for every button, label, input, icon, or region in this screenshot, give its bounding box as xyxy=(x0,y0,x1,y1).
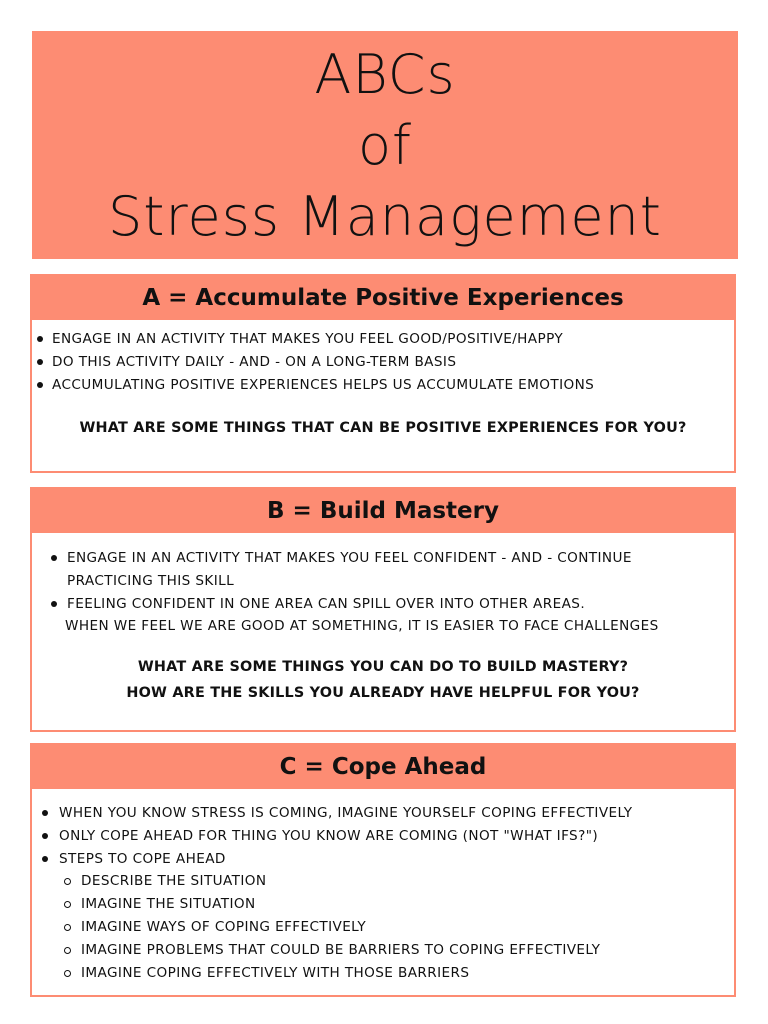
section-c-step-3-text: IMAGINE WAYS OF COPING EFFECTIVELY xyxy=(81,918,367,935)
section-b-question-1: WHAT ARE SOME THINGS YOU CAN DO TO BUILD MASTERY? xyxy=(137,659,629,676)
section-c-step-3 xyxy=(32,916,734,939)
bullet-dot-icon xyxy=(37,359,43,365)
section-c-bullet-1 xyxy=(32,802,734,825)
sub-bullet-circle-icon xyxy=(64,878,71,885)
title-line-stress-management: Stress Management xyxy=(108,184,662,248)
section-b-bullet-1-cont xyxy=(32,570,734,593)
section-b-bullet-list xyxy=(32,547,734,638)
section-b-question-2: HOW ARE THE SKILLS YOU ALREADY HAVE HELPFUL FOR YOU? xyxy=(126,685,640,702)
section-c-step-2 xyxy=(32,893,734,916)
section-c xyxy=(30,743,736,997)
section-c-bullet-3 xyxy=(32,848,734,871)
section-b-bullet-2 xyxy=(32,593,734,616)
section-c-heading: C = Cope Ahead xyxy=(32,745,734,789)
section-b-bullet-2-cont-text: WHEN WE FEEL WE ARE GOOD AT SOMETHING, IT IS EASIER TO FACE CHALLENGES xyxy=(65,618,659,635)
section-a-bullet-1 xyxy=(32,328,734,351)
bullet-dot-icon xyxy=(37,382,43,388)
section-a xyxy=(30,274,736,473)
bullet-dot-icon xyxy=(51,555,57,561)
section-c-step-1 xyxy=(32,870,734,893)
section-b-bullet-1 xyxy=(32,547,734,570)
section-c-bullet-1-text: WHEN YOU KNOW STRESS IS COMING, IMAGINE YOURSELF COPING EFFECTIVELY xyxy=(59,805,633,821)
bullet-dot-icon xyxy=(42,810,48,816)
bullet-dot-icon xyxy=(42,856,48,862)
section-c-bullet-list xyxy=(32,802,734,984)
section-b-bullet-2-text: FEELING CONFIDENT IN ONE AREA CAN SPILL OVER INTO OTHER AREAS. xyxy=(67,595,586,612)
bullet-dot-icon xyxy=(51,601,57,607)
section-a-bullet-list xyxy=(32,328,734,396)
section-c-bullet-2-text: ONLY COPE AHEAD FOR THING YOU KNOW ARE COMING (NOT "WHAT IFS?") xyxy=(59,827,599,844)
section-c-step-5 xyxy=(32,962,734,985)
bullet-dot-icon xyxy=(42,833,48,839)
section-c-bullet-3-text: STEPS TO COPE AHEAD xyxy=(59,850,226,867)
section-a-heading: A = Accumulate Positive Experiences xyxy=(32,276,734,320)
sub-bullet-circle-icon xyxy=(64,924,71,931)
section-c-step-4 xyxy=(32,939,734,962)
section-a-body xyxy=(32,320,734,441)
section-c-step-5-text: IMAGINE COPING EFFECTIVELY WITH THOSE BARRIERS xyxy=(81,964,470,981)
section-c-step-2-text: IMAGINE THE SITUATION xyxy=(81,896,256,913)
title-line-abcs: ABCs xyxy=(314,42,456,106)
section-a-bullet-3 xyxy=(32,374,734,397)
section-a-bullet-1-text: ENGAGE IN AN ACTIVITY THAT MAKES YOU FEEL GOOD/POSITIVE/HAPPY xyxy=(52,331,564,347)
section-b-bullet-2-cont xyxy=(32,615,734,638)
section-a-bullet-2-text: DO THIS ACTIVITY DAILY - AND - ON A LONG-TERM BASIS xyxy=(52,353,457,370)
section-c-bullet-2 xyxy=(32,825,734,848)
section-c-step-1-text: DESCRIBE THE SITUATION xyxy=(81,873,267,890)
sub-bullet-circle-icon xyxy=(64,947,71,954)
title-line-of: of xyxy=(357,113,413,177)
section-a-bullet-3-text: ACCUMULATING POSITIVE EXPERIENCES HELPS US ACCUMULATE EMOTIONS xyxy=(52,376,595,393)
section-a-question: WHAT ARE SOME THINGS THAT CAN BE POSITIVE EXPERIENCES FOR YOU? xyxy=(79,420,687,437)
section-b-body xyxy=(32,533,734,706)
title-banner xyxy=(32,31,738,259)
sub-bullet-circle-icon xyxy=(64,901,71,908)
bullet-dot-icon xyxy=(37,336,43,342)
section-a-bullet-2 xyxy=(32,351,734,374)
sub-bullet-circle-icon xyxy=(64,970,71,977)
section-c-body xyxy=(32,789,734,984)
section-b-bullet-1-cont-text: PRACTICING THIS SKILL xyxy=(67,572,235,589)
section-b-heading: B = Build Mastery xyxy=(32,489,734,533)
section-b xyxy=(30,487,736,732)
section-c-step-4-text: IMAGINE PROBLEMS THAT COULD BE BARRIERS TO COPING EFFECTIVELY xyxy=(81,941,601,958)
section-b-bullet-1-text: ENGAGE IN AN ACTIVITY THAT MAKES YOU FEEL CONFIDENT - AND - CONTINUE xyxy=(67,550,632,566)
